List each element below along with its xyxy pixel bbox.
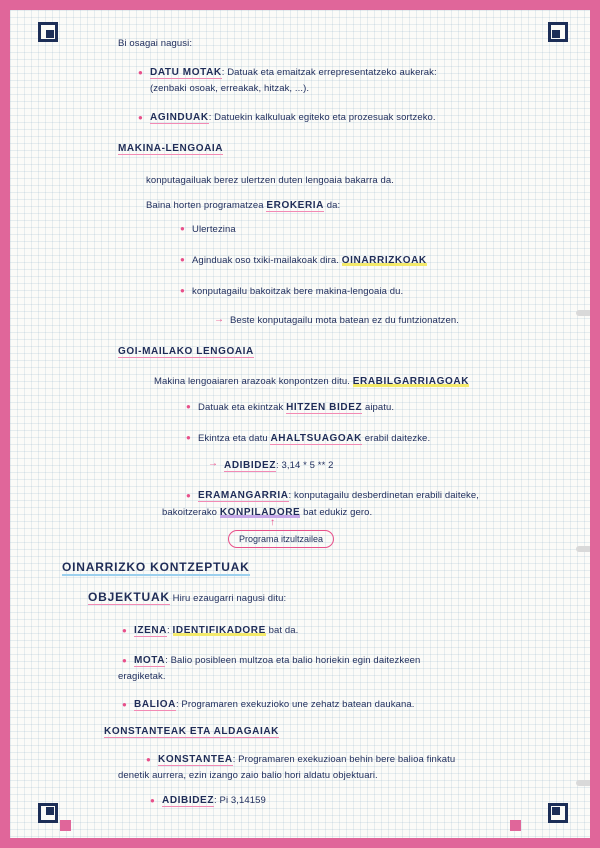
machine-language-problem [146,200,340,211]
portable-line [198,490,479,501]
identifier-term: IDENTIFIKADORE [172,625,266,636]
bullet-icon: ● [150,796,155,805]
type-def: : Balio posibleen multzoa eta balio horiekin egin daitezkeen [165,655,421,666]
compiler-term: KONPILADORE [219,507,301,518]
pink-square-mark [510,820,521,831]
more-usable-term: ERABILGARRIAGOAK [352,376,470,387]
bullet-icon: ● [180,224,185,233]
low-level-text: Aginduak oso txiki-mailakoak dira. [192,255,340,266]
powerful-line [198,433,430,444]
bullet-icon: ● [122,626,127,635]
type-term: MOTA [134,655,166,666]
low-level-line [192,255,427,266]
instructions-line [150,112,436,123]
powerful-end: erabil daitezke. [364,433,431,444]
up-arrow-icon: ↑ [270,517,275,528]
arrow-icon: → [208,458,218,469]
name-colon: : [167,625,170,636]
pink-square-mark [60,820,71,831]
binder-hole [576,310,590,316]
operations-line: eragiketak. [118,671,166,682]
bullet-icon: ● [138,68,143,77]
bullet-icon: ● [180,286,185,295]
objects-line [88,590,286,604]
words-term: HITZEN BIDEZ [286,402,363,413]
intro-line: Bi osagai nagusi: [118,38,193,49]
high-level-solves-line [154,376,469,387]
name-line [134,625,298,636]
incomprehensible-line: Ulertezina [192,224,236,235]
words-line [198,402,394,413]
words-end: aipatu. [364,402,395,413]
corner-bracket-icon [38,22,58,42]
value-line [134,699,414,710]
pi-example-line [162,795,266,806]
name-term: IZENA [134,625,167,636]
bullet-icon: ● [186,402,191,411]
problem-colon: da: [326,200,341,211]
heading-basic-concepts: OINARRIZKO KONTZEPTUAK [62,560,250,574]
corner-bracket-icon [548,803,568,823]
name-end: bat da. [268,625,299,636]
constant-term: KONSTANTEA [158,754,233,765]
data-types-def: : Datuak eta emaitzak errepresentatzeko aukerak: [221,67,437,78]
heading-constants-variables: KONSTANTEAK ETA ALDAGAIAK [104,726,279,737]
pi-example-value: : Pi 3,14159 [214,795,266,806]
powerful-text: Ekintza eta datu [198,433,268,444]
value-term: BALIOA [134,699,176,710]
portable-def: : konputagailu desberdinetan erabili daiteke, [288,490,479,501]
solves-text: Makina lengoaiaren arazoak konpontzen ditu. [154,376,351,387]
basic-term: OINARRIZKOAK [341,255,427,266]
bullet-icon: ● [122,700,127,709]
translator-bubble: Programa itzultzailea [228,530,334,548]
example-expression-line [224,460,334,471]
binder-hole [576,780,590,786]
words-text: Datuak eta ekintzak [198,402,284,413]
bullet-icon: ● [122,656,127,665]
objects-def: Hiru ezaugarri nagusi ditu: [172,593,287,604]
machine-language-def: konputagailuak berez ulertzen duten lengoaia bakarra da. [146,175,395,186]
constant-line [158,754,455,765]
data-types-examples: (zenbaki osoak, erreakak, hitzak, ...). [150,83,310,94]
pi-example-term: ADIBIDEZ [162,795,215,806]
instructions-def: : Datuekin kalkuluak egiteko eta prozesuak sortzeko. [208,112,436,123]
bullet-icon: ● [186,433,191,442]
heading-machine-language: MAKINA-LENGOAIA [118,143,224,154]
corner-bracket-icon [548,22,568,42]
compiler-text: bakoitzerako [162,507,218,518]
objects-term: OBJEKTUAK [88,590,170,604]
constant-def-cont: denetik aurrera, ezin izango zaio balio hori aldatu objektuari. [118,770,378,781]
heading-high-level-language: GOI-MAILAKO LENGOAIA [118,346,254,357]
portable-term: ERAMANGARRIA [198,490,289,501]
notebook-page [10,10,590,838]
bullet-icon: ● [180,255,185,264]
example-term: ADIBIDEZ [224,460,277,471]
own-language-line: konputagailu bakoitzak bere makina-lengoaia du. [192,286,404,297]
value-def: : Programaren exekuzioko une zehatz batean daukana. [175,699,415,710]
powerful-term: AHALTSUAGOAK [270,433,362,444]
corner-bracket-icon [38,803,58,823]
problem-text: Baina horten programatzea [146,200,264,211]
problem-term: EROKERIA [266,200,324,211]
data-types-line [150,67,437,78]
data-types-term: DATU MOTAK [150,67,222,78]
instructions-term: AGINDUAK [150,112,209,123]
arrow-icon: → [214,314,224,325]
no-portability-line: Beste konputagailu mota batean ez du funtzionatzen. [230,315,460,326]
example-expression: : 3,14 * 5 ** 2 [276,460,334,471]
constant-def: : Programaren exekuzioan behin bere balioa finkatu [232,754,456,765]
bullet-icon: ● [146,755,151,764]
bullet-icon: ● [138,113,143,122]
compiler-line [162,507,372,518]
bullet-icon: ● [186,491,191,500]
binder-hole [576,546,590,552]
compiler-end: bat edukiz gero. [303,507,373,518]
type-line [134,655,420,666]
